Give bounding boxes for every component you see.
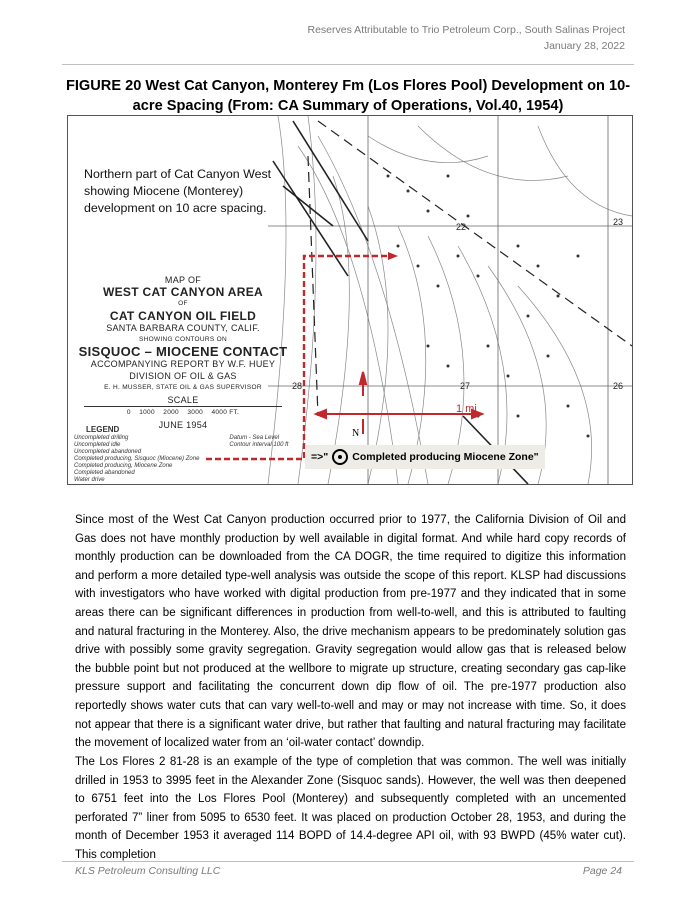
legend-title: LEGEND [86,425,120,434]
legend-item: Uncompleted abandoned [74,449,142,455]
map-title-line: CAT CANYON OIL FIELD [109,309,257,323]
note-line: development on 10 acre spacing. [84,201,267,215]
note-line: showing Miocene (Monterey) [84,184,244,198]
map-title-line: SHOWING CONTOURS ON [139,336,227,343]
legend-item: Water drive [74,477,105,483]
scale-label: 1 mi [456,403,477,415]
map-title-line: SISQUOC – MIOCENE CONTACT [78,344,288,359]
legend-item: Uncompleted drilling [74,435,129,441]
map-title-line: SCALE [167,395,199,405]
header-date: January 28, 2022 [543,40,625,52]
map-title-line: OF [178,300,188,307]
legend-contour: Contour interval 100 ft [229,442,289,448]
completed-well-symbol-icon [332,449,348,465]
body-paragraph: The Los Flores 2 81-28 is an example of the type of completion that was common. The well was initially drilled in 1953 to 3995 feet in the Alexander Zone (Sisquoc sands). However, the well was then deepened to 6751 feet into the Los Flores Pool (Monterey) and subsequently completed with an uncemented perforated 7” liner from 5095 to 6530 feet. It was placed on production October 28, 1953, and during the month of December 1953 it averaged 114 BOPD of 14.4-degree API oil, with 93 BWPD (45% water cut). This completion [75,756,626,861]
legend-item: Completed producing, Miocene Zone [74,463,173,469]
map-title-line: WEST CAT CANYON AREA [103,285,263,299]
map-title-block [68,274,298,434]
map-title-line: E. H. MUSSER, STATE OIL & GAS SUPERVISOR [104,384,262,391]
north-arrow-label: N [352,428,360,439]
map-title-line: ACCOMPANYING REPORT BY W.F. HUEY [90,359,276,369]
page-header [308,22,626,54]
map-legend [74,426,288,484]
figure-map [67,115,633,485]
header-divider [62,64,634,65]
callout-prefix: =>" [311,451,329,463]
section-number: 23 [613,217,624,227]
legend-callout [305,445,545,469]
figure-title: FIGURE 20 West Cat Canyon, Monterey Fm (Los Flores Pool) Development on 10-acre Spacing (From: CA Summary of Operations, Vol.40, 1954) [65,78,631,114]
legend-item: Completed abandoned [74,470,135,476]
map-scale-bar: 0 1000 2000 3000 4000 FT. [84,406,282,419]
section-number: 27 [460,381,471,391]
page-number: Page 24 [582,865,622,877]
legend-item: Uncompleted idle [74,442,121,448]
map-title-line: SANTA BARBARA COUNTY, CALIF. [106,323,260,333]
map-note [84,166,271,217]
map-title-line: MAP OF [164,275,202,285]
footer-company: KLS Petroleum Consulting LLC [75,865,221,877]
section-number: 26 [613,381,624,391]
legend-datum: Datum - Sea Level [229,435,280,441]
legend-item: Completed producing, Sisquoc (Miocene) Zone [74,456,200,462]
section-number: 22 [456,222,467,232]
header-project: Reserves Attributable to Trio Petroleum Corp., South Salinas Project [307,24,625,36]
body-paragraph: Since most of the West Cat Canyon production occurred prior to 1977, the California Division of Oil and Gas does not have monthly production by well available in digital format. And while hard copy records of monthly production can be downloaded from the CA DOGR, the time required to digitize this information and perform a more detailed type-well analysis was outside the scope of this report. KLSP had discussions with investigators who have worked with digital production from pre-1977 and they indicated that in some areas there can be significant differences in production from well-to-well, and this is attributed to faulting and natural fracturing in the Monterey. Also, the drive mechanism appears to be predominately solution gas drive with possibly some gravity segregation. Gravity segregation would allow gas that is released below the bubble point but not produced at the wellbore to migrate up structure, creating secondary gas cap-like pressure support and facilitating the concurrent down dip flow of oil. The pre-1977 production also reportedly shows water cuts that can vary well-to-well and may or may not increase with time. So, it does not appear that there is a significant water drive, but rather that faulting and natural fracturing may facilitate the movement of localized water from an ‘oil-water contact’ downdip. [75,514,626,750]
section-number: 28 [292,381,303,391]
note-line: Northern part of Cat Canyon West [84,167,272,181]
map-title-line: JUNE 1954 [158,420,208,430]
footer-divider [62,861,634,862]
map-title-line: DIVISION OF OIL & GAS [129,371,237,381]
callout-text: Completed producing Miocene Zone" [352,451,539,463]
